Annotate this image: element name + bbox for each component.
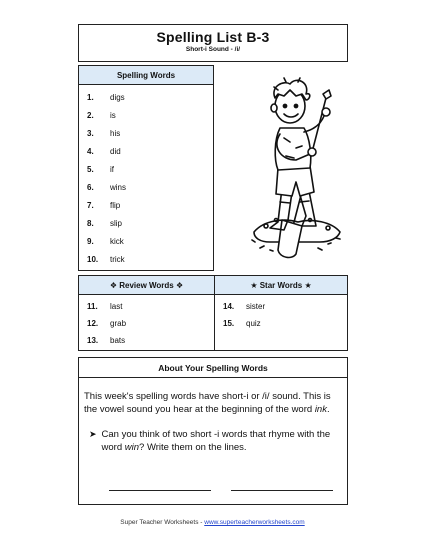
word-text: his	[110, 128, 121, 138]
title-box	[78, 24, 348, 62]
word-number: 3.	[87, 128, 94, 138]
word-text: wins	[110, 182, 127, 192]
list-item	[87, 196, 213, 214]
word-number: 12.	[87, 319, 99, 328]
word-text: trick	[110, 254, 125, 264]
word-text: grab	[110, 319, 127, 328]
answer-lines	[109, 490, 333, 491]
about-paragraph-end: .	[326, 403, 330, 415]
bullet-text-italic: win	[124, 442, 140, 453]
word-number: 5.	[87, 164, 94, 174]
review-words-heading: ❖ Review Words ❖	[79, 276, 215, 294]
about-paragraph	[79, 378, 347, 416]
word-number: 11.	[87, 302, 98, 311]
word-number: 7.	[87, 200, 94, 210]
word-text: is	[110, 110, 116, 120]
word-number: 9.	[87, 236, 94, 246]
word-text: slip	[110, 218, 123, 228]
word-text: digs	[110, 92, 125, 102]
list-item	[87, 124, 213, 142]
answer-line-2[interactable]	[231, 490, 333, 491]
about-paragraph-text: This week's spelling words have short-i or /i/ sound. This is the vowel sound you hear at the beginning of the word	[84, 391, 331, 415]
word-text: if	[110, 164, 114, 174]
word-number: 6.	[87, 182, 94, 192]
list-item	[87, 106, 213, 124]
bullet-text-part2: ? Write them on the lines.	[139, 442, 247, 453]
list-item	[87, 214, 213, 232]
review-words-list	[79, 295, 215, 351]
spelling-words-list	[79, 85, 213, 268]
list-item	[87, 298, 214, 315]
list-item	[87, 250, 213, 268]
star-words-list	[215, 295, 265, 351]
word-number: 13.	[87, 336, 99, 345]
footer-link[interactable]: www.superteacherworksheets.com	[204, 519, 305, 526]
list-item	[87, 142, 213, 160]
list-item	[87, 178, 213, 196]
review-star-header	[79, 276, 347, 295]
word-number: 8.	[87, 218, 94, 228]
answer-line-1[interactable]	[109, 490, 211, 491]
word-number: 10.	[87, 254, 99, 264]
list-item	[87, 315, 214, 332]
word-text: last	[110, 302, 123, 311]
star-words-heading: ★ Star Words ★	[250, 281, 312, 290]
bullet-text	[102, 428, 337, 454]
word-text: sister	[246, 302, 266, 311]
review-star-body	[79, 295, 347, 351]
word-text: flip	[110, 200, 121, 210]
boy-digging-illustration	[240, 70, 350, 270]
list-item	[87, 88, 213, 106]
word-number: 4.	[87, 146, 94, 156]
word-text: did	[110, 146, 121, 156]
word-number: 2.	[87, 110, 94, 120]
bullet-text-part1: Can you think of two short -i words that rhyme with the word	[101, 429, 331, 453]
word-text: bats	[110, 336, 126, 345]
page-subtitle: Short-i Sound - /i/	[185, 46, 241, 53]
review-star-words-box	[78, 275, 348, 351]
spelling-words-heading: Spelling Words	[79, 66, 213, 85]
word-text: quiz	[246, 319, 261, 328]
about-heading: About Your Spelling Words	[79, 358, 347, 378]
footer	[0, 519, 425, 526]
word-number: 1.	[87, 92, 94, 102]
list-item	[223, 298, 265, 315]
word-text: kick	[110, 236, 124, 246]
word-number: 14.	[223, 302, 235, 311]
page-title: Spelling List B-3	[156, 29, 270, 45]
arrow-bullet-icon: ➤	[89, 429, 97, 439]
list-item	[87, 332, 214, 349]
list-item	[223, 315, 265, 332]
about-paragraph-italic: ink	[314, 403, 327, 415]
spelling-words-box	[78, 65, 214, 271]
list-item	[87, 232, 213, 250]
about-bullet	[79, 416, 347, 454]
about-box	[78, 357, 348, 505]
word-number: 15.	[223, 319, 235, 328]
footer-text: Super Teacher Worksheets -	[120, 519, 205, 526]
list-item	[87, 160, 213, 178]
